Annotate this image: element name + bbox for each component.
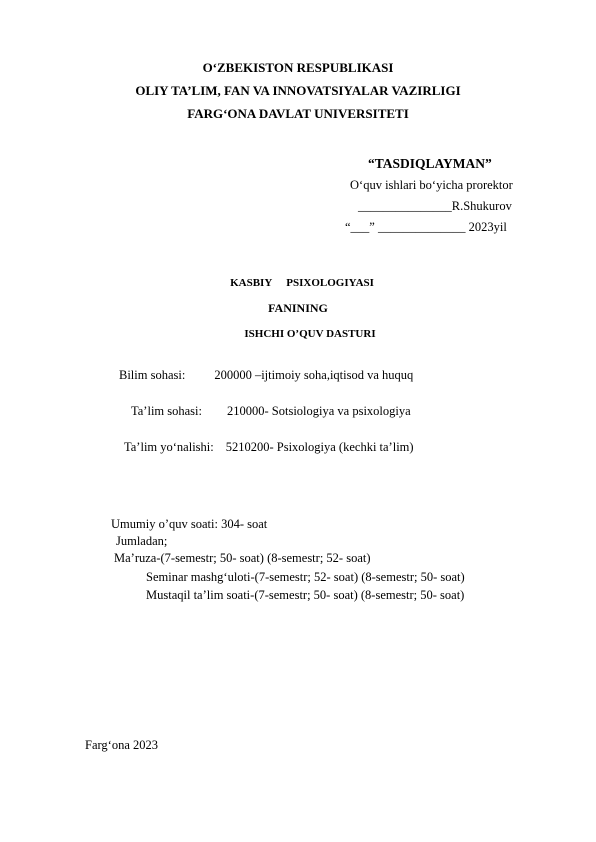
- course-program: ISHCHI O’QUV DASTURI: [244, 328, 376, 340]
- field-row-education-direction: [124, 440, 414, 455]
- hours-independent: Mustaqil ta’lim soati-(7-semestr; 50- soat) (8-semestr; 50- soat): [146, 588, 465, 602]
- field-label: Bilim sohasi:: [119, 368, 186, 382]
- course-name-part2: PSIXOLOGIYASI: [286, 277, 374, 289]
- course-subject: FANINING: [268, 301, 328, 315]
- field-value: 210000- Sotsiologiya va psixologiya: [227, 404, 411, 418]
- header-line-republic: O‘ZBEKISTON RESPUBLIKASI: [202, 60, 394, 75]
- field-label: Ta’lim yo‘nalishi:: [124, 440, 214, 454]
- approval-date: “___” ______________ 2023yil: [345, 220, 507, 234]
- approval-title: “TASDIQLAYMAN”: [368, 156, 492, 171]
- hours-total: Umumiy o’quv soati: 304- soat: [111, 517, 268, 531]
- course-name: [0, 277, 596, 289]
- hours-including: Jumladan;: [116, 534, 168, 548]
- field-value: 5210200- Psixologiya (kechki ta’lim): [225, 440, 414, 454]
- field-row-knowledge-area: [119, 368, 413, 383]
- field-label: Ta’lim sohasi:: [131, 404, 202, 418]
- approval-signature: _______________R.Shukurov: [358, 199, 512, 213]
- field-value: 200000 –ijtimoiy soha,iqtisod va huquq: [214, 368, 414, 382]
- footer-place-year: Farg‘ona 2023: [85, 738, 159, 752]
- hours-lecture: Ma’ruza-(7-semestr; 50- soat) (8-semestr; 52- soat): [114, 551, 371, 565]
- field-row-education-area: [131, 404, 411, 419]
- header-line-university: FARG‘ONA DAVLAT UNIVERSITETI: [187, 106, 409, 121]
- header-line-ministry: OLIY TA’LIM, FAN VA INNOVATSIYALAR VAZIRLIGI: [135, 83, 461, 98]
- hours-seminar: Seminar mashg‘uloti-(7-semestr; 52- soat) (8-semestr; 50- soat): [146, 570, 465, 584]
- approval-position: O‘quv ishlari bo‘yicha prorektor: [350, 178, 513, 192]
- course-name-part1: KASBIY: [230, 277, 273, 289]
